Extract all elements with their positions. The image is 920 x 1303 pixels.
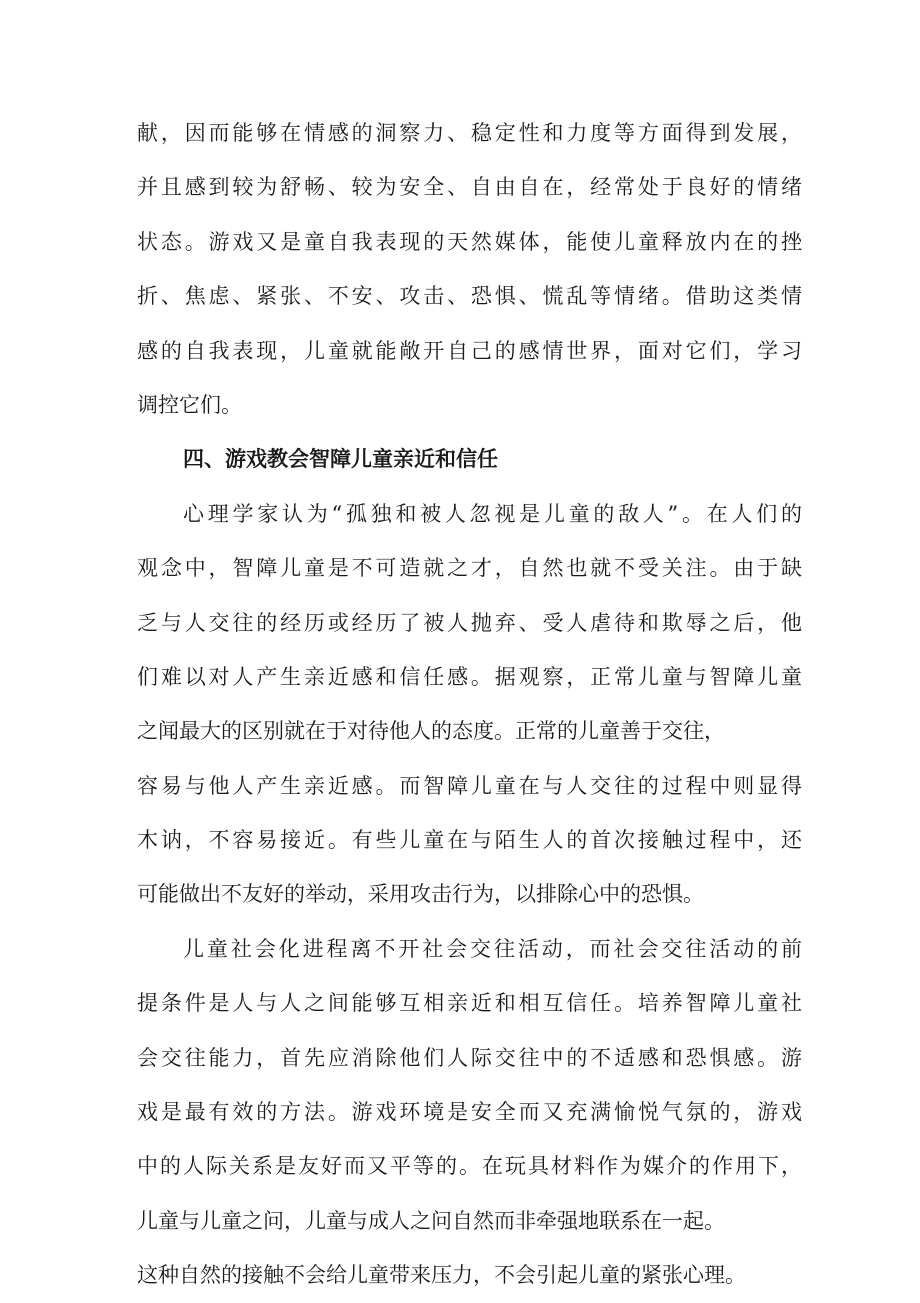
text-line: 感的自我表现，儿童就能敞开自己的感情世界，面对它们，学习 [137, 338, 802, 363]
text-line: 状态。游戏又是童自我表现的天然媒体，能使儿童释放内在的挫 [137, 229, 802, 254]
text-line: 儿童社会化进程离不开社会交往活动，而社会交往活动的前 [183, 936, 802, 961]
text-line: 会交往能力，首先应消除他们人际交往中的不适感和恐惧感。游 [137, 1045, 802, 1070]
text-line: 容易与他人产生亲近感。而智障儿童在与人交往的过程中则显得 [137, 773, 802, 798]
text-line: 木讷，不容易接近。有些儿童在与陌生人的首次接触过程中，还 [137, 828, 802, 853]
text-line: 儿童与儿童之问，儿童与成人之问自然而非牵强地联系在一起。 [137, 1208, 725, 1233]
text-line: 提条件是人与人之间能够互相亲近和相互信任。培养智障儿童社 [137, 991, 802, 1016]
text-line: 献，因而能够在情感的洞察力、稳定性和力度等方面得到发展， [137, 121, 802, 145]
paragraph-3 [137, 922, 802, 1303]
text-line: 可能做出不友好的举动，采用攻击行为，以排除心中的恐惧。 [137, 882, 704, 907]
text-line: 们难以对人产生亲近感和信任感。据观察，正常儿童与智障儿童 [137, 664, 802, 689]
section-heading: 四、游戏教会智障儿童亲近和信任 [183, 447, 498, 472]
paragraph-1 [137, 106, 802, 432]
paragraph-2 [137, 487, 802, 922]
text-line: 并且感到较为舒畅、较为安全、自由自在，经常处于良好的情绪 [137, 175, 802, 200]
text-line: 戏是最有效的方法。游戏环境是安全而又充满愉悦气氛的，游戏 [137, 1100, 802, 1125]
text-line: 中的人际关系是友好而又平等的。在玩具材料作为媒介的作用下， [137, 1154, 802, 1179]
text-line: 乏与人交往的经历或经历了被人抛弃、受人虐待和欺辱之后，他 [137, 610, 802, 635]
text-line: 折、焦虑、紧张、不安、攻击、恐惧、慌乱等情绪。借助这类情 [137, 284, 802, 309]
text-line: 观念中，智障儿童是不可造就之才，自然也就不受关注。由于缺 [137, 556, 802, 581]
text-line: 心理学家认为“孤独和被人忽视是儿童的敌人”。在人们的 [183, 501, 802, 526]
text-line: 调控它们。 [137, 392, 242, 417]
text-line: 之闻最大的区别就在于对待他人的态度。正常的儿童善于交往， [137, 719, 725, 744]
text-line: 这种自然的接触不会给儿童带来压力，不会引起儿童的紧张心理。 [137, 1263, 746, 1288]
